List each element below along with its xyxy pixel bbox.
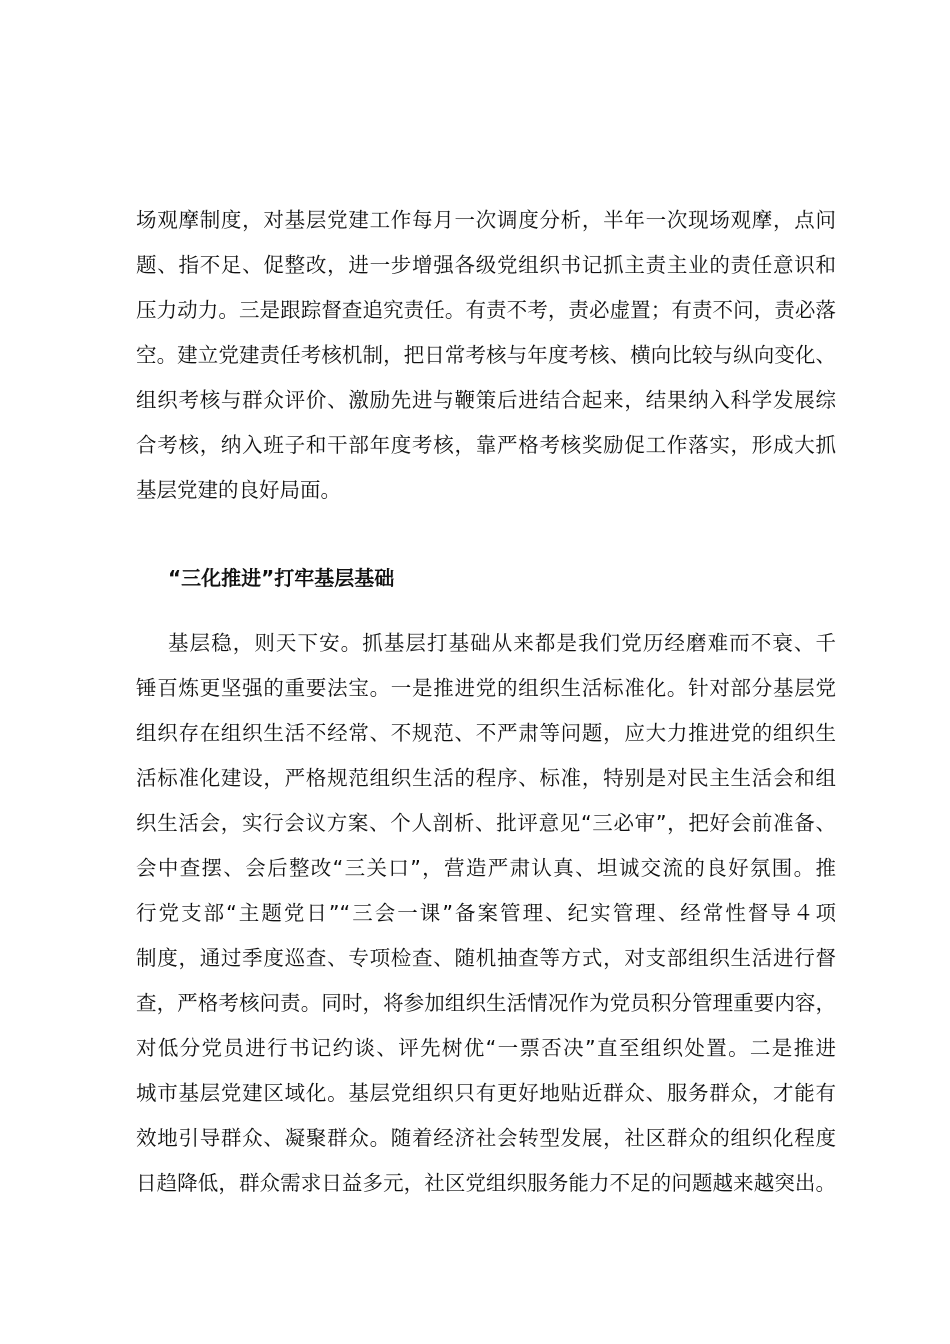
paragraph-line: 基层党建的良好局面。 — [136, 478, 341, 502]
paragraph-line: 场观摩制度，对基层党建工作每月一次调度分析，半年一次现场观摩，点问 — [136, 208, 836, 232]
paragraph-line: 活标准化建设，严格规范组织生活的程序、标准，特别是对民主生活会和组 — [136, 766, 836, 790]
paragraph-line: 查，严格考核问责。同时，将参加组织生活情况作为党员积分管理重要内容， — [136, 991, 836, 1015]
paragraph-2 — [136, 621, 836, 1206]
paragraph-line: 压力动力。三是跟踪督查追究责任。有责不考，责必虚置；有责不问，责必落 — [136, 298, 836, 322]
paragraph-1 — [136, 198, 836, 513]
paragraph-line: 合考核，纳入班子和干部年度考核，靠严格考核奖励促工作落实，形成大抓 — [136, 433, 836, 457]
paragraph-line: 日趋降低，群众需求日益多元，社区党组织服务能力不足的问题越来越突出。 — [136, 1171, 836, 1195]
paragraph-line: 锤百炼更坚强的重要法宝。一是推进党的组织生活标准化。针对部分基层党 — [136, 676, 836, 700]
paragraph-line: 空。建立党建责任考核机制，把日常考核与年度考核、横向比较与纵向变化、 — [136, 343, 836, 367]
paragraph-line: 基层稳，则天下安。抓基层打基础从来都是我们党历经磨难而不衰、千 — [168, 631, 836, 655]
paragraph-line: 制度，通过季度巡查、专项检查、随机抽查等方式，对支部组织生活进行督 — [136, 946, 836, 970]
paragraph-line: 题、指不足、促整改，进一步增强各级党组织书记抓主责主业的责任意识和 — [136, 253, 836, 277]
paragraph-line: 会中查摆、会后整改“三关口”，营造严肃认真、坦诚交流的良好氛围。推 — [136, 856, 836, 880]
section-heading: “三化推进”打牢基层基础 — [168, 566, 395, 590]
paragraph-line: 组织考核与群众评价、激励先进与鞭策后进结合起来，结果纳入科学发展综 — [136, 388, 836, 412]
paragraph-line: 行党支部“主题党日”“三会一课”备案管理、纪实管理、经常性督导４项 — [136, 901, 836, 925]
paragraph-line: 组织存在组织生活不经常、不规范、不严肃等问题，应大力推进党的组织生 — [136, 721, 836, 745]
paragraph-line: 对低分党员进行书记约谈、评先树优“一票否决”直至组织处置。二是推进 — [136, 1036, 836, 1060]
paragraph-line: 织生活会，实行会议方案、个人剖析、批评意见“三必审”，把好会前准备、 — [136, 811, 836, 835]
paragraph-line: 城市基层党建区域化。基层党组织只有更好地贴近群众、服务群众，才能有 — [136, 1081, 836, 1105]
paragraph-line: 效地引导群众、凝聚群众。随着经济社会转型发展，社区群众的组织化程度 — [136, 1126, 836, 1150]
